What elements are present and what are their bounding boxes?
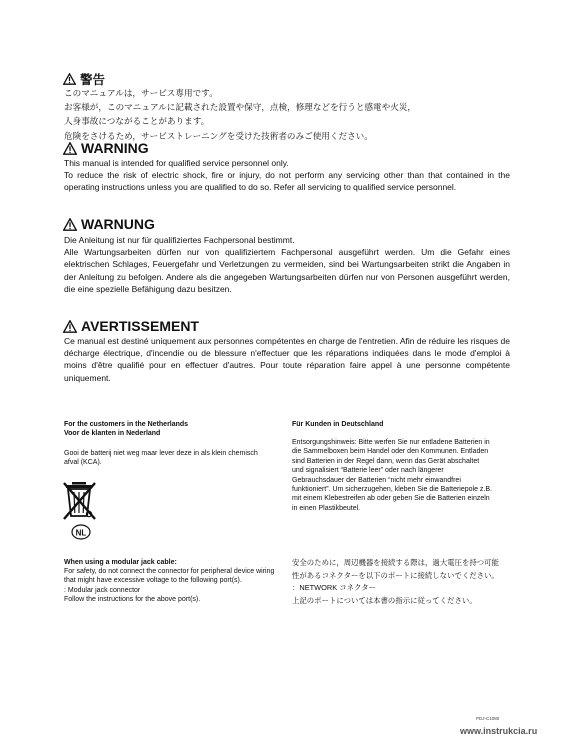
- jp-warning-line: お客様が，このマニュアルに記載された設置や保守，点検，修理などを行うと感電や火災，: [64, 102, 417, 113]
- modular-jack-heading: When using a modular jack cable:: [64, 559, 177, 566]
- warning-line: This manual is intended for qualified service personnel only.: [64, 158, 289, 168]
- jp-warning-line: 人身事故につながることがあります。: [64, 116, 210, 127]
- warning-title: WARNING: [81, 140, 149, 156]
- netherlands-text: Gooi de batterij niet weg maar lever deze in als klein chemisch afval (KCA).: [64, 450, 258, 467]
- jp-warning-line: このマニュアルは，サービス専用です。: [64, 88, 218, 98]
- jp-warning-title: 警告: [80, 73, 106, 87]
- modular-jack-line: : Modular jack connector: [64, 586, 141, 594]
- modular-jack-text: [64, 567, 284, 605]
- warnung-body: [64, 234, 510, 295]
- crossed-bin-icon: [62, 478, 102, 542]
- netherlands-heading-en: For the customers in the Netherlands: [64, 421, 189, 428]
- warnung-line: Die Anleitung ist nur für qualifiziertes Fachpersonal bestimmt.: [64, 235, 295, 245]
- modular-jack-line: For safety, do not connect the connector for peripheral device wiring that might have excessive voltage to the following port(s).: [64, 568, 275, 585]
- avertissement-title: AVERTISSEMENT: [81, 318, 199, 334]
- warnung-line: Alle Wartungsarbeiten dürfen nur von qualifiziertem Fachpersonal ausgeführt werden. Um die Gefahr eines elektrischen Schlages, Feuergefahr und Verletzungen zu vermeiden, sind bei Wartungsarbeiten strikt die Angaben in der Anleitung zu befolgen. Andere als die angegeben Wartungsarbeiten dürfen nur von Personen ausgeführt werden, die eine spezielle Befähigung dazu besitzen.: [64, 247, 510, 294]
- deutschland-text: Entsorgungshinweis: Bitte werfen Sie nur entladene Batterien in die Sammelboxen beim Handel oder den Kommunen. Entladen sind Batterien in der Regel dann, wenn das Gerät abschaltet und signalisiert “Batterie leer” oder nach längerer Gebrauchsdauer der Batterien “nicht mehr einwandfrei funktioniert”. Um sicherzugehen, kleben Sie die Batteriepole z.B. mit einem Klebestreifen ab oder geben Sie die Batterien einzeln in einen Plastikbeutel.: [292, 439, 492, 512]
- modular-jack-line: Follow the instructions for the above port(s).: [64, 596, 201, 604]
- netherlands-heading: [64, 420, 264, 439]
- warning-heading: [63, 140, 149, 156]
- warning-line: To reduce the risk of electric shock, fire or injury, do not perform any servicing other than that contained in the operating instructions unless you are qualified to do so. Refer all servicing to qualified service personnel.: [64, 170, 510, 193]
- deutschland-heading: Für Kunden in Deutschland: [292, 421, 384, 428]
- document-code: PDJ-C1080: [476, 716, 500, 721]
- jp-warning-body: [64, 86, 484, 143]
- jp-warning-line: 危険をさけるため，サービストレーニングを受けた技術者のみご使用ください。: [64, 130, 373, 141]
- warnung-heading: [63, 216, 155, 232]
- warning-triangle-icon: [63, 320, 77, 333]
- watermark: www.instrukcia.ru: [460, 726, 538, 736]
- jp-notice-text: [292, 557, 502, 607]
- warning-body: [64, 157, 510, 194]
- warning-triangle-icon: [63, 142, 77, 155]
- jp-notice-line: 安全のために，周辺機器を接続する際は，過大電圧を持つ可能性があるコネクターを以下のポートに接続しないでください。: [292, 558, 499, 580]
- warning-triangle-icon: [63, 73, 76, 85]
- warning-triangle-icon: [63, 218, 77, 231]
- warnung-title: WARNUNG: [81, 216, 155, 232]
- jp-notice-line: 上記のポートについては本書の指示に従ってください。: [292, 595, 477, 605]
- netherlands-heading-nl: Voor de klanten in Nederland: [64, 430, 161, 438]
- avertissement-heading: [63, 318, 199, 334]
- jp-notice-line: ：NETWORK コネクター: [292, 583, 377, 593]
- bin-nl-mark: NL: [75, 528, 87, 538]
- avertissement-body: Ce manual est destiné uniquement aux personnes compétentes en charge de l'entretien. Afin de réduire les risques de décharge électrique, d'incendie ou de blessure n'effectuer que les réparations indiquées dans le mode d'emploi à moins d'être qualifié pour en effectuer d'autres. Pour toute réparation faire appel à une personne compétente uniquement.: [64, 336, 510, 383]
